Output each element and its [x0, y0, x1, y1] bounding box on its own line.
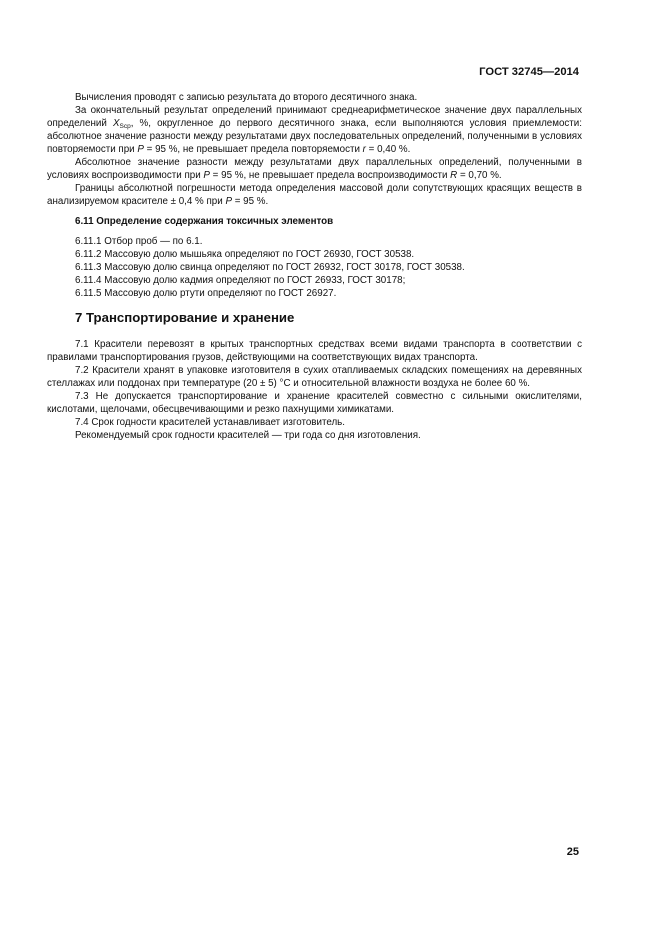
paragraph-reproducibility: Абсолютное значение разности между результатами двух параллельных определений, полученными в условиях воспроизводимости при P = 95 %, не превышает предела воспроизводимости R = 0,70 %.	[47, 157, 582, 181]
paragraph-7-4: 7.4 Срок годности красителей устанавливает изготовитель.	[75, 417, 345, 428]
list-item: 6.11.4 Массовую долю кадмия определяют по ГОСТ 26933, ГОСТ 30178;	[75, 275, 406, 286]
paragraph-7-3: 7.3 Не допускается транспортирование и хранение красителей совместно с сильными окислителями, кислотами, щелочами, обесцвечивающими и резко пахнущими химикатами.	[47, 391, 582, 415]
list-item: 6.11.5 Массовую долю ртути определяют по ГОСТ 26927.	[75, 288, 337, 299]
paragraph-7-2: 7.2 Красители хранят в упаковке изготовителя в сухих отапливаемых складских помещениях на деревянных стеллажах или поддонах при температуре (20 ± 5) °С и относительной влажности воздуха не более 60 %.	[47, 365, 582, 389]
document-id: ГОСТ 32745—2014	[479, 66, 579, 78]
variable-x: X	[112, 118, 120, 129]
paragraph-final-result: За окончательный результат определений принимают среднеарифметическое значение двух параллельных определений $X_{Sср}$, %, округленное до первого десятичного знака, если выполняются условия приемлемости: абсолютное значение разности между результатами двух последовательных определений, полученными в условиях повторяемости при P = 95 %, не превышает предела повторяемости r = 0,40 %.	[47, 105, 582, 155]
section-heading-7: 7 Транспортирование и хранение	[75, 310, 295, 325]
list-item: 6.11.2 Массовую долю мышьяка определяют по ГОСТ 26930, ГОСТ 30538.	[75, 249, 415, 260]
paragraph-7-1: 7.1 Красители перевозят в крытых транспортных средствах всеми видами транспорта в соответствии с правилами транспортирования грузов, действующими на соответствующих видах транспорта.	[47, 339, 582, 363]
page-body	[47, 91, 582, 442]
paragraph-error-bounds: Границы абсолютной погрешности метода определения массовой доли сопутствующих красящих веществ в анализируемом красителе ± 0,4 % при P = 95 %.	[47, 183, 582, 207]
page-number: 25	[566, 846, 579, 858]
paragraph-precision: Вычисления проводят с записью результата до второго десятичного знака.	[75, 92, 418, 103]
section-heading-6-11: 6.11 Определение содержания токсичных элементов	[75, 216, 334, 227]
list-item: 6.11.1 Отбор проб — по 6.1.	[75, 236, 203, 247]
subscript-scp: Sср	[119, 123, 131, 130]
paragraph-shelf-life: Рекомендуемый срок годности красителей — три года со дня изготовления.	[75, 430, 421, 441]
list-item: 6.11.3 Массовую долю свинца определяют по ГОСТ 26932, ГОСТ 30178, ГОСТ 30538.	[75, 262, 465, 273]
